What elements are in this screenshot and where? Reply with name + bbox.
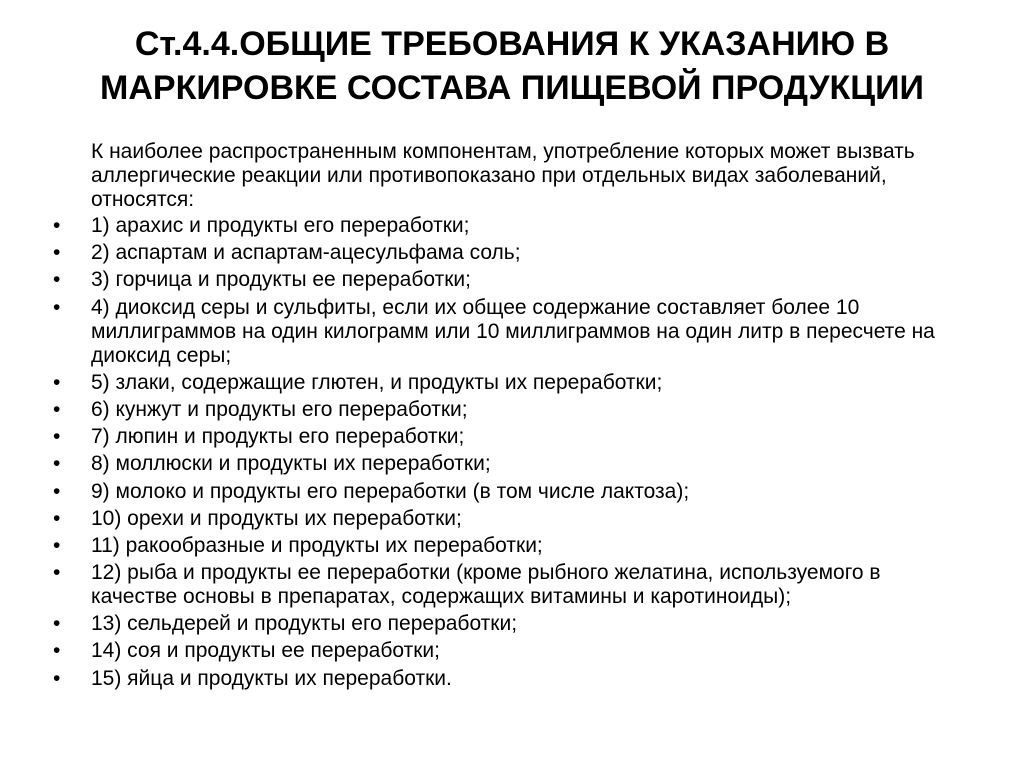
bullet-icon: • [53,214,61,237]
intro-paragraph: К наиболее распространенным компонентам, употребление которых может вызвать аллергические реакции или противопоказано при отдельных видах заболеваний, относятся: [91,140,915,211]
bullet-icon: • [53,666,61,690]
list-item [50,507,1000,531]
list-item [50,214,1000,238]
list-item [50,480,1000,504]
list-item [50,534,1000,558]
list-item-text: 1) арахис и продукты его переработки; [91,214,470,237]
list-item-text: 7) люпин и продукты его переработки; [91,425,465,449]
list-item-text: 5) злаки, содержащие глютен, и продукты их переработки; [91,370,663,394]
list-item-text: 8) моллюски и продукты их переработки; [91,452,491,476]
bullet-icon: • [53,370,61,394]
bullet-icon: • [53,612,61,636]
list-item-text: 9) молоко и продукты его переработки (в том числе лактоза); [91,479,690,503]
bullet-icon: • [53,241,61,265]
list-item-text: 13) сельдерей и продукты его переработки; [91,612,518,636]
list-item-text: 10) орехи и продукты их переработки; [91,506,462,530]
slide-body [50,140,1000,694]
list-item-text: 4) диоксид серы и сульфиты, если их общее содержание составляет более 10 миллиграммов на один килограмм или 10 миллиграммов на один литр в пересчете на диоксид серы; [91,295,935,367]
list-item [50,612,1000,636]
list-item-text: 6) кунжут и продукты его переработки; [91,397,468,421]
list-item [50,639,1000,663]
list-item-text: 11) ракообразные и продукты их переработки; [91,533,543,557]
list-item-text: 12) рыба и продукты ее переработки (кроме рыбного желатина, используемого в качестве основы в препаратах, содержащих витамины и каротиноиды); [91,561,881,609]
list-item-text: 14) соя и продукты ее переработки; [91,639,440,663]
bullet-icon: • [53,397,61,421]
bullet-icon: • [53,295,61,319]
list-item [50,268,1000,292]
bullet-icon: • [53,506,61,530]
list-item-text: 2) аспартам и аспартам-ацесульфама соль; [91,241,521,265]
bullet-icon: • [53,452,61,476]
list-item [50,296,1000,368]
list-item [50,371,1000,395]
allergen-list [50,214,1000,691]
list-item [50,452,1000,476]
bullet-icon: • [53,533,61,557]
bullet-icon: • [53,639,61,663]
list-item [50,398,1000,422]
bullet-icon: • [53,479,61,503]
list-item-text: 15) яйца и продукты их переработки. [91,666,452,690]
list-item-text: 3) горчица и продукты ее переработки; [91,268,471,292]
bullet-icon: • [53,425,61,449]
bullet-icon: • [53,268,61,292]
list-item [50,425,1000,449]
list-item [50,241,1000,265]
bullet-icon: • [53,561,61,585]
list-item [50,667,1000,691]
list-item [50,561,1000,609]
slide-title: Ст.4.4.ОБЩИЕ ТРЕБОВАНИЯ К УКАЗАНИЮ В МАРКИРОВКЕ СОСТАВА ПИЩЕВОЙ ПРОДУКЦИИ [100,25,924,107]
